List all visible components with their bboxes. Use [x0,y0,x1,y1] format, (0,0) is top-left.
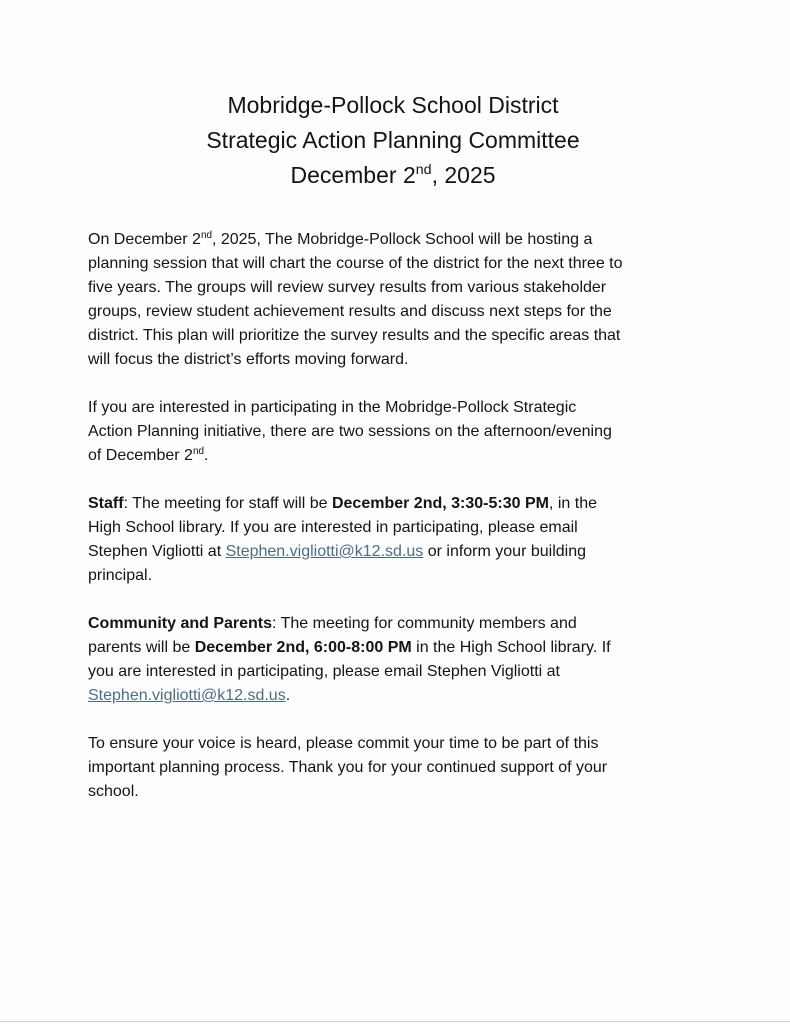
ordinal-sup: nd [200,229,212,241]
text-line: district. This plan will prioritize the survey results and the specific areas that [88,327,621,344]
text-line [88,228,713,252]
intro-paragraph [88,228,713,372]
date-prefix: December 2 [290,162,416,188]
text-line [88,444,713,468]
text-span: , in the [548,495,597,512]
text-span: . [285,687,291,704]
closing-paragraph [88,732,713,804]
meeting-date [0,158,786,193]
text-line: will focus the district’s efforts moving forward. [88,351,409,368]
staff-meeting-time: December 2nd, 3:30-5:30 PM [331,495,549,512]
community-paragraph [88,612,713,708]
text-span: . [203,447,209,464]
text-line [88,612,713,636]
text-line: principal. [88,567,153,584]
staff-label: Staff [88,495,124,512]
text-span: Stephen Vigliotti at [88,543,226,560]
text-span: parents will be [88,639,195,656]
text-line: If you are interested in participating in the Mobridge-Pollock Strategic [88,399,577,416]
date-ordinal: nd [415,162,432,179]
text-span: , 2025, The Mobridge-Pollock School will be hosting a [211,231,593,248]
text-span: : The meeting for staff will be [123,495,332,512]
text-line: you are interested in participating, please email Stephen Vigliotti at [88,663,560,680]
text-line [88,492,713,516]
text-line: planning session that will chart the course of the district for the next three to [88,255,623,272]
text-line: groups, review student achievement results and discuss next steps for the [88,303,612,320]
text-line: important planning process. Thank you for your continued support of your [88,759,608,776]
date-suffix: , 2025 [431,162,496,188]
text-line: five years. The groups will review survey results from various stakeholder [88,279,607,296]
letter-header [0,88,786,193]
page-edge-divider [0,1021,790,1022]
text-span: of December 2 [88,447,193,464]
text-span: On December 2 [88,231,201,248]
community-meeting-time: December 2nd, 6:00-8:00 PM [194,639,412,656]
text-span: in the High School library. If [411,639,611,656]
ordinal-sup: nd [192,445,204,457]
letter-body [88,228,713,828]
text-line [88,540,713,564]
text-line: To ensure your voice is heard, please commit your time to be part of this [88,735,599,752]
community-label: Community and Parents [88,615,273,632]
district-name: Mobridge-Pollock School District [227,92,559,118]
text-line [88,684,713,708]
text-span: or inform your building [423,543,587,560]
staff-email-link[interactable]: Stephen.vigliotti@k12.sd.us [225,543,424,560]
text-line: Action Planning initiative, there are two sessions on the afternoon/evening [88,423,612,440]
text-line: High School library. If you are interested in participating, please email [88,519,578,536]
staff-paragraph [88,492,713,588]
committee-name: Strategic Action Planning Committee [206,127,580,153]
text-line: school. [88,783,139,800]
interest-paragraph [88,396,713,468]
text-span: : The meeting for community members and [272,615,577,632]
text-line [88,636,713,660]
community-email-link[interactable]: Stephen.vigliotti@k12.sd.us [88,687,286,704]
